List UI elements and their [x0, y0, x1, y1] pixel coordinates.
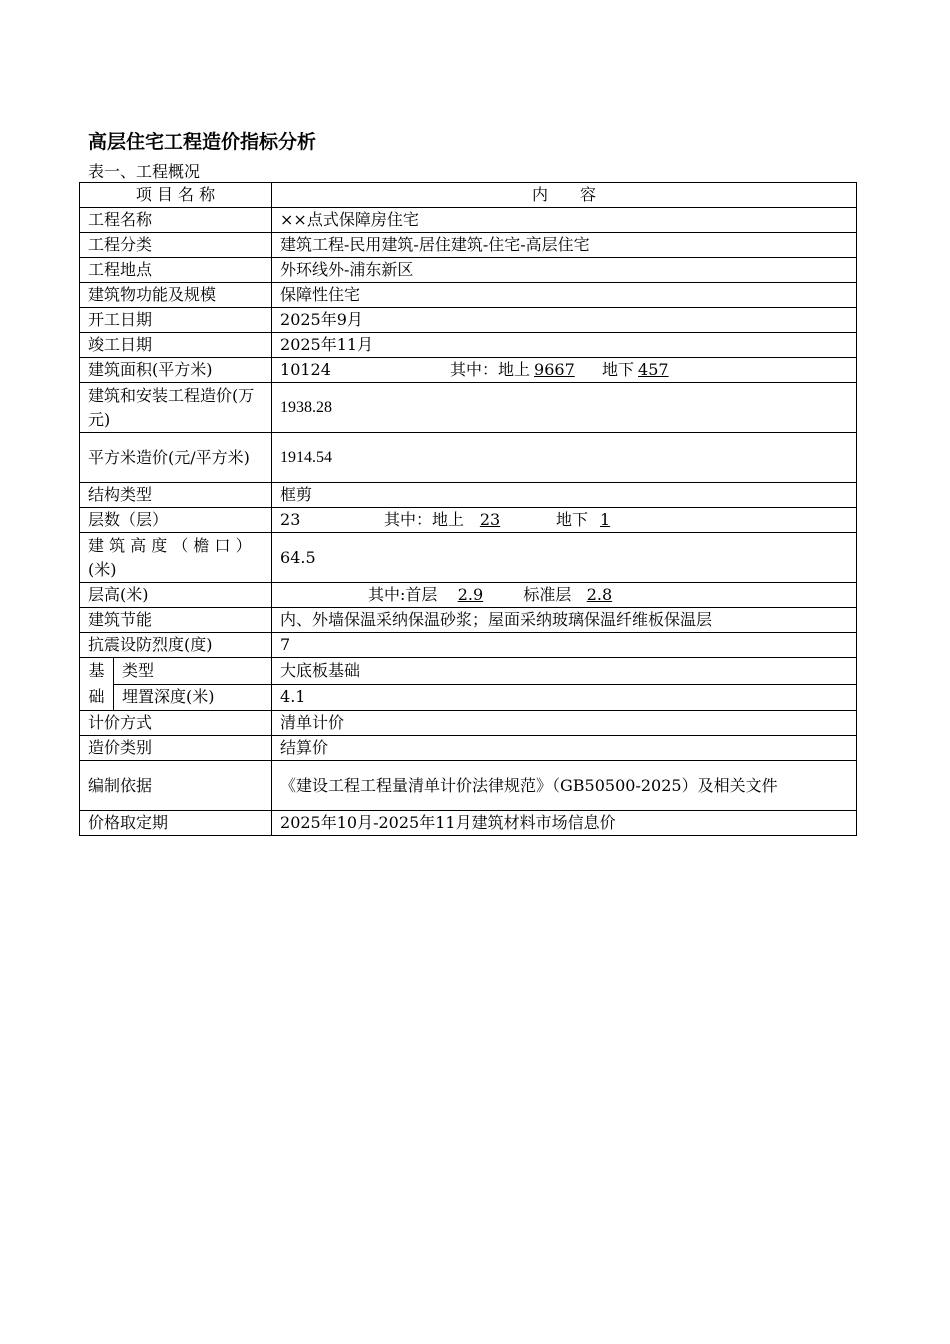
row-value: 64.5 — [272, 533, 857, 583]
table-row — [80, 483, 857, 508]
area-above: 9667 — [534, 360, 575, 379]
table-row — [80, 608, 857, 633]
row-value: 《建设工程工程量清单计价法律规范》（GB50500-2025）及相关文件 — [272, 761, 857, 811]
table-header-row — [80, 183, 857, 208]
table-caption: 表一、工程概况 — [88, 162, 201, 181]
row-value-composite — [272, 583, 857, 608]
row-label: 类型 — [114, 658, 272, 685]
row-value: 1938.28 — [272, 383, 857, 433]
row-label: 建筑面积(平方米) — [80, 358, 272, 383]
area-total: 10124 — [280, 360, 331, 379]
table-row — [80, 684, 857, 711]
table-row — [80, 308, 857, 333]
row-label: 结构类型 — [80, 483, 272, 508]
row-label: 建 筑 高 度 （ 檐 口 ）(米) — [80, 533, 272, 583]
row-label: 层数（层） — [80, 508, 272, 533]
row-value: 2025年9月 — [272, 308, 857, 333]
row-label: 建筑和安装工程造价(万元) — [80, 383, 272, 433]
floors-total: 23 — [280, 510, 301, 529]
header-content: 内 容 — [272, 183, 857, 208]
row-value: 4.1 — [272, 684, 857, 711]
row-value: ××点式保障房住宅 — [272, 208, 857, 233]
row-value: 内、外墙保温采纳保温砂浆；屋面采纳玻璃保温纤维板保温层 — [272, 608, 857, 633]
row-value: 1914.54 — [272, 433, 857, 483]
area-below-label: 地下 — [602, 360, 635, 379]
row-label: 计价方式 — [80, 711, 272, 736]
row-value: 保障性住宅 — [272, 283, 857, 308]
floor-height-of-which: 其中:首层 — [368, 585, 438, 604]
row-value: 框剪 — [272, 483, 857, 508]
area-below: 457 — [638, 360, 669, 379]
row-value: 7 — [272, 633, 857, 658]
floors-above: 23 — [479, 510, 501, 529]
header-item: 项 目 名 称 — [80, 183, 272, 208]
row-label: 工程分类 — [80, 233, 272, 258]
row-value: 结算价 — [272, 736, 857, 761]
table-row — [80, 761, 857, 811]
table-row — [80, 811, 857, 836]
row-label: 层高(米) — [80, 583, 272, 608]
floors-below: 1 — [599, 510, 611, 529]
table-row — [80, 633, 857, 658]
table-row — [80, 208, 857, 233]
table-row — [80, 258, 857, 283]
table-row — [80, 658, 857, 685]
row-label: 建筑物功能及规模 — [80, 283, 272, 308]
foundation-side-char-1: 基 — [88, 661, 105, 680]
floor-height-standard-label: 标准层 — [523, 585, 572, 604]
row-label: 工程名称 — [80, 208, 272, 233]
row-value: 2025年10月-2025年11月建筑材料市场信息价 — [272, 811, 857, 836]
row-label: 竣工日期 — [80, 333, 272, 358]
foundation-side-label — [80, 658, 114, 711]
row-value: 大底板基础 — [272, 658, 857, 685]
row-value: 外环线外-浦东新区 — [272, 258, 857, 283]
row-label: 工程地点 — [80, 258, 272, 283]
table-row — [80, 533, 857, 583]
row-label: 建筑节能 — [80, 608, 272, 633]
table-row — [80, 383, 857, 433]
table-row — [80, 358, 857, 383]
foundation-side-char-2: 础 — [88, 687, 105, 706]
row-label: 价格取定期 — [80, 811, 272, 836]
project-overview-table — [79, 182, 857, 836]
table-row — [80, 433, 857, 483]
floors-below-label: 地下 — [556, 510, 589, 529]
floor-height-standard: 2.8 — [586, 585, 613, 604]
row-label: 抗震设防烈度(度) — [80, 633, 272, 658]
table-row — [80, 711, 857, 736]
row-label: 埋置深度(米) — [114, 684, 272, 711]
table-row — [80, 508, 857, 533]
row-label: 编制依据 — [80, 761, 272, 811]
table-row — [80, 583, 857, 608]
table-row — [80, 736, 857, 761]
row-value: 2025年11月 — [272, 333, 857, 358]
row-value-composite — [272, 508, 857, 533]
table-row — [80, 283, 857, 308]
row-value: 清单计价 — [272, 711, 857, 736]
floor-height-first: 2.9 — [457, 585, 484, 604]
document-title: 高层住宅工程造价指标分析 — [88, 131, 317, 153]
floors-of-which: 其中：地上 — [384, 510, 465, 529]
row-value: 建筑工程-民用建筑-居住建筑-住宅-高层住宅 — [272, 233, 857, 258]
row-label: 平方米造价(元/平方米) — [80, 433, 272, 483]
row-label: 开工日期 — [80, 308, 272, 333]
area-of-which: 其中：地上 — [450, 360, 531, 379]
table-row — [80, 333, 857, 358]
row-label: 造价类别 — [80, 736, 272, 761]
table-row — [80, 233, 857, 258]
row-value-composite — [272, 358, 857, 383]
